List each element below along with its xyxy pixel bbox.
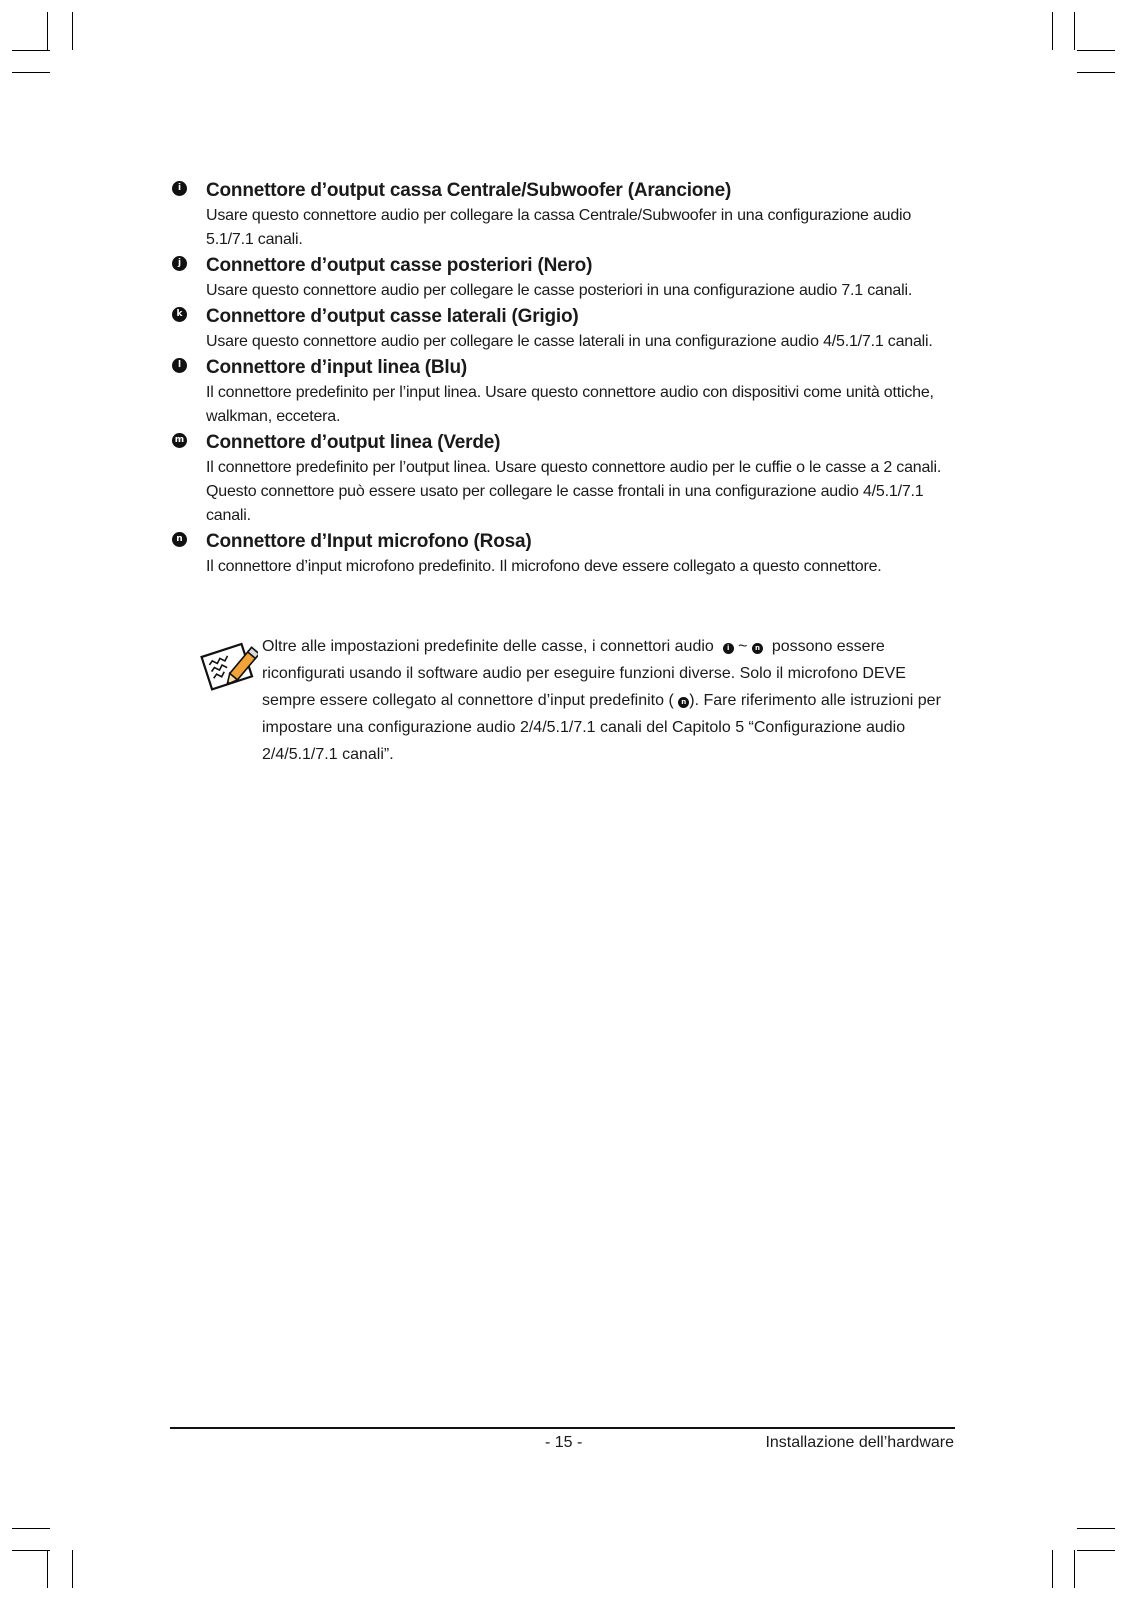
page-number: - 15 - xyxy=(545,1434,583,1451)
crop-mark xyxy=(1074,1550,1075,1588)
connector-description: Usare questo connettore audio per collegare la cassa Centrale/Subwoofer in una configurazione audio 5.1/7.1 canali. xyxy=(206,207,912,248)
connector-title: Connettore d’input linea (Blu) xyxy=(206,357,468,378)
connector-item xyxy=(172,304,947,354)
range-separator: ~ xyxy=(738,638,748,655)
crop-mark xyxy=(1052,12,1053,50)
pencil-note-icon xyxy=(200,639,258,695)
connector-title: Connettore d’output cassa Centrale/Subwoofer (Arancione) xyxy=(206,180,732,201)
crop-mark xyxy=(1077,1528,1115,1529)
crop-mark xyxy=(72,1550,73,1588)
item-marker: n xyxy=(172,532,187,547)
range-end-marker: n xyxy=(752,643,763,654)
crop-mark xyxy=(1077,50,1115,51)
crop-mark xyxy=(12,50,50,51)
crop-mark xyxy=(1077,1550,1115,1551)
connector-description: Il connettore predefinito per l’input linea. Usare questo connettore audio con dispositivi come unità ottiche, walkman, eccetera. xyxy=(206,384,934,425)
crop-mark xyxy=(47,12,48,50)
section-name: Installazione dell’hardware xyxy=(765,1434,954,1451)
crop-mark xyxy=(1052,1550,1053,1588)
connector-description: Usare questo connettore audio per collegare le casse posteriori in una configurazione audio 7.1 canali. xyxy=(206,282,913,299)
crop-mark xyxy=(12,72,50,73)
footer-rule xyxy=(170,1427,955,1429)
note-text-part: Oltre alle impostazioni predefinite delle casse, i connettori audio xyxy=(262,638,714,655)
connector-title: Connettore d’output linea (Verde) xyxy=(206,432,501,453)
connector-item xyxy=(172,253,947,303)
connector-description: Il connettore d’input microfono predefinito. Il microfono deve essere collegato a questo connettore. xyxy=(206,558,882,575)
crop-mark xyxy=(72,12,73,50)
connector-description: Usare questo connettore audio per collegare le casse laterali in una configurazione audio 4/5.1/7.1 canali. xyxy=(206,333,933,350)
crop-mark xyxy=(1077,72,1115,73)
crop-mark xyxy=(1074,12,1075,50)
item-marker: k xyxy=(172,307,187,322)
item-marker: m xyxy=(172,433,187,448)
connector-title: Connettore d’output casse posteriori (Nero) xyxy=(206,255,593,276)
connector-item xyxy=(172,178,947,252)
crop-mark xyxy=(47,1550,48,1588)
note-text-part: possono essere riconfigurati usando il software audio per eseguire funzioni diverse. Solo il microfono DEVE sempre essere collegato al connettore d’input predefinito ( xyxy=(262,638,906,709)
item-marker: j xyxy=(172,256,187,271)
connector-title: Connettore d’Input microfono (Rosa) xyxy=(206,531,532,552)
connector-item xyxy=(172,529,947,579)
item-marker: l xyxy=(172,358,187,373)
item-marker: i xyxy=(172,181,187,196)
connector-item xyxy=(172,430,947,528)
connector-description: Il connettore predefinito per l’output linea. Usare questo connettore audio per le cuffie o le casse a 2 canali. Questo connettore può essere usato per collegare le casse frontali in una configurazione audio 4/5.1/7.1 canali. xyxy=(206,459,942,524)
connector-title: Connettore d’output casse laterali (Grigio) xyxy=(206,306,579,327)
crop-mark xyxy=(12,1528,50,1529)
connector-item xyxy=(172,355,947,429)
note-text-part: ). Fare riferimento alle istruzioni per impostare una configurazione audio 2/4/5.1/7.1 canali del Capitolo 5 “Configurazione audio 2/4/5.1/7.1 canali”. xyxy=(262,692,941,763)
note-text xyxy=(262,633,952,768)
mic-marker: n xyxy=(678,697,689,708)
range-start-marker: i xyxy=(723,643,734,654)
connector-list xyxy=(172,178,947,580)
crop-mark xyxy=(12,1550,50,1551)
